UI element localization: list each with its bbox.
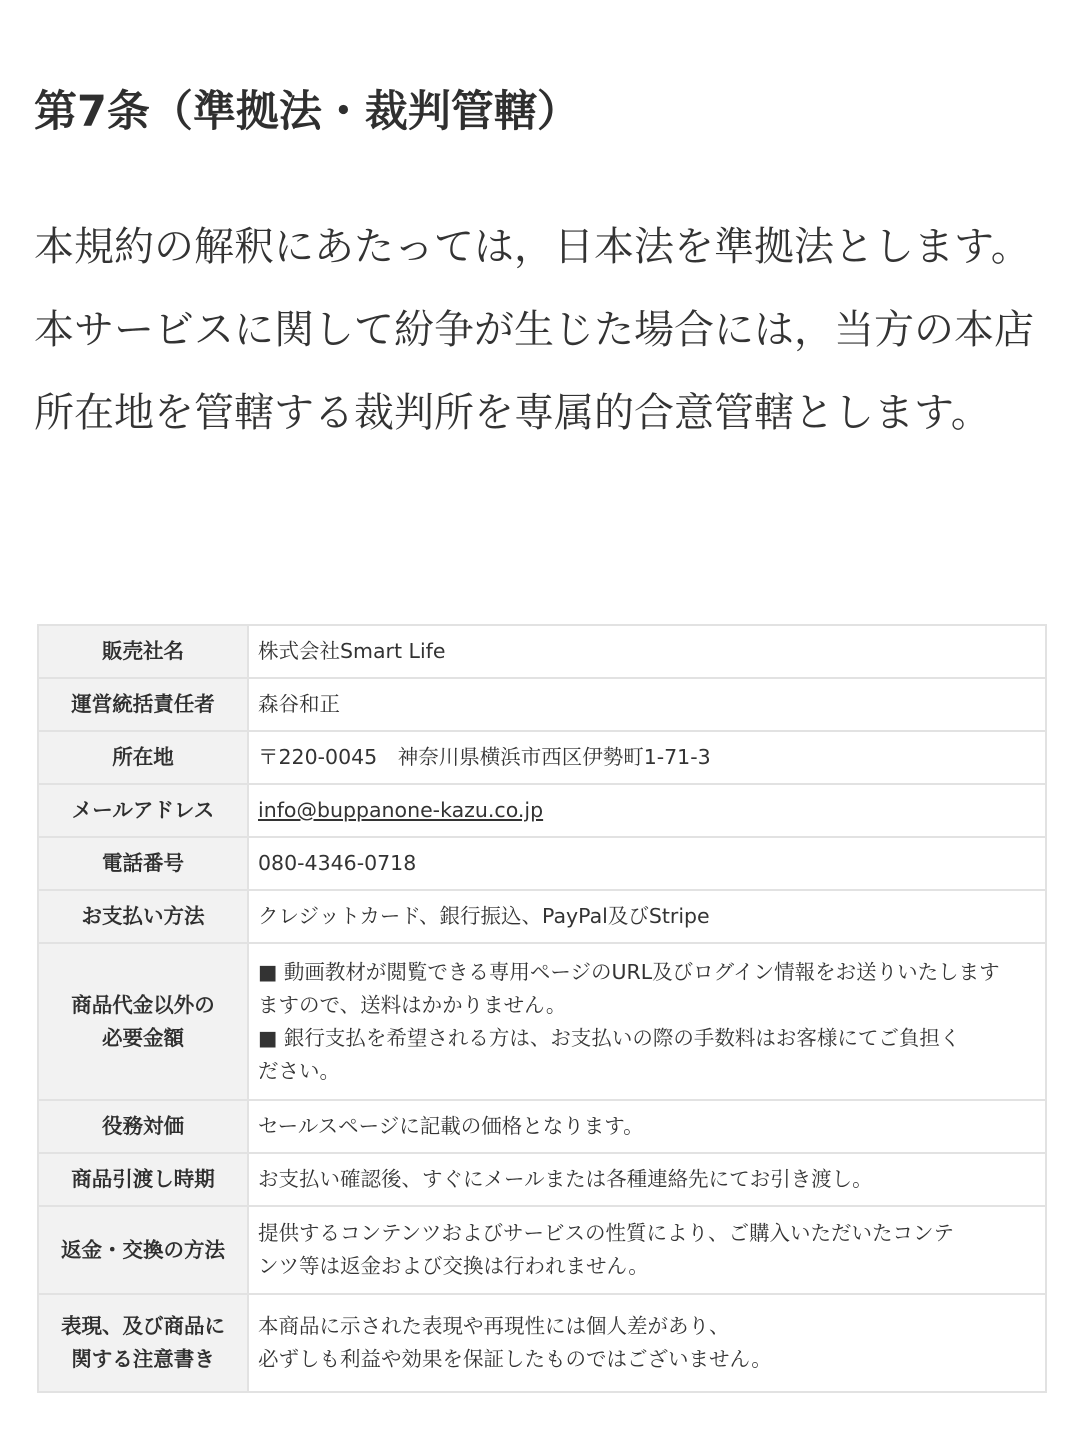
label-line: 必要金額 (102, 1025, 184, 1050)
value-line: 提供するコンテンツおよびサービスの性質により、ご購入いただいたコンテ (258, 1221, 954, 1245)
row-value-address: 〒220-0045 神奈川県横浜市西区伊勢町1-71-3 (248, 731, 1046, 784)
row-label-payment-method: お支払い方法 (38, 890, 248, 943)
table-row (38, 943, 1046, 1100)
table-row (38, 625, 1046, 678)
table-row (38, 837, 1046, 890)
email-link[interactable]: info@buppanone-kazu.co.jp (258, 798, 544, 822)
table-row (38, 1100, 1046, 1153)
row-label-refund-policy: 返金・交換の方法 (38, 1206, 248, 1294)
row-value-manager: 森谷和正 (248, 678, 1046, 731)
row-label-seller-name: 販売社名 (38, 625, 248, 678)
table-row (38, 1294, 1046, 1392)
row-label-address: 所在地 (38, 731, 248, 784)
row-value-email (248, 784, 1046, 837)
row-value-payment-method: クレジットカード、銀行振込、PayPal及びStripe (248, 890, 1046, 943)
row-value-phone: 080-4346-0718 (248, 837, 1046, 890)
label-line: 表現、及び商品に (61, 1314, 225, 1338)
row-value-seller-name: 株式会社Smart Life (248, 625, 1046, 678)
table-row (38, 1206, 1046, 1294)
row-value-disclaimer (248, 1294, 1046, 1392)
table-row (38, 678, 1046, 731)
table-row (38, 784, 1046, 837)
row-label-additional-fees (38, 943, 248, 1100)
article-body-text: 本規約の解釈にあたっては，日本法を準拠法とします。本サービスに関して紛争が生じた場合には，当方の本店所在地を管轄する裁判所を専属的合意管轄とします。 (34, 224, 1034, 436)
article-heading: 第7条（準拠法・裁判管轄） (34, 87, 580, 137)
row-value-service-price: セールスページに記載の価格となります。 (248, 1100, 1046, 1153)
value-line: ださい。 (258, 1058, 340, 1083)
label-line: 商品代金以外の (71, 992, 215, 1017)
row-label-manager: 運営統括責任者 (38, 678, 248, 731)
table-row (38, 731, 1046, 784)
table-row (38, 1153, 1046, 1206)
label-line: 関する注意書き (71, 1347, 215, 1371)
value-line: 必ずしも利益や効果を保証したものではございません。 (258, 1347, 772, 1371)
commerce-disclosure-table (37, 624, 1047, 1393)
row-value-delivery-timing: お支払い確認後、すぐにメールまたは各種連絡先にてお引き渡し。 (248, 1153, 1046, 1206)
row-label-email: メールアドレス (38, 784, 248, 837)
row-label-disclaimer (38, 1294, 248, 1392)
value-line: 本商品に示された表現や再現性には個人差があり、 (258, 1314, 730, 1338)
value-line: ますので、送料はかかりません。 (258, 992, 567, 1017)
row-label-phone: 電話番号 (38, 837, 248, 890)
value-line: ■ 動画教材が閲覧できる専用ページのURL及びログイン情報をお送りいたします (258, 959, 1000, 984)
row-value-refund-policy (248, 1206, 1046, 1294)
value-line: ■ 銀行支払を希望される方は、お支払いの際の手数料はお客様にてご負担く (258, 1025, 961, 1050)
value-line: ンツ等は返金および交換は行われません。 (258, 1254, 649, 1278)
table-row (38, 890, 1046, 943)
row-label-delivery-timing: 商品引渡し時期 (38, 1153, 248, 1206)
row-label-service-price: 役務対価 (38, 1100, 248, 1153)
row-value-additional-fees (248, 943, 1046, 1100)
